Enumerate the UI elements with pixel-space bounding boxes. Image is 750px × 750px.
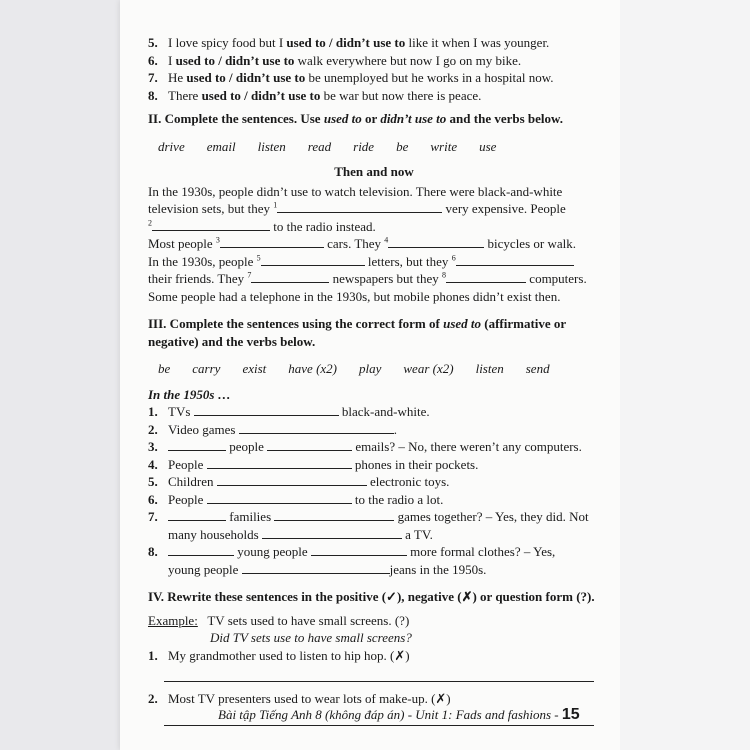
ex3-item-1: 1. TVs black-and-white. bbox=[148, 404, 430, 419]
example-question: Example: TV sets used to have small screens. (?) bbox=[148, 612, 410, 628]
item-text: There bbox=[168, 87, 202, 103]
answer-blank[interactable] bbox=[311, 543, 407, 556]
verb: email bbox=[206, 138, 236, 154]
item-number: 7. bbox=[148, 70, 158, 85]
item-number: 8. bbox=[148, 87, 158, 103]
ex3-item-3: 3. people emails? – No, there weren’t any computers. bbox=[148, 439, 582, 454]
verb: ride bbox=[353, 138, 375, 154]
verb: write bbox=[430, 138, 458, 154]
verb: use bbox=[479, 138, 497, 154]
answer-blank[interactable] bbox=[262, 526, 402, 539]
answer-blank[interactable] bbox=[277, 200, 442, 213]
answer-blank[interactable] bbox=[267, 438, 352, 451]
ex3-item-7: 7. families games together? – Yes, they did. Not bbox=[148, 509, 589, 524]
verb: read bbox=[307, 138, 332, 154]
item-text: I bbox=[168, 52, 176, 68]
verb: drive bbox=[158, 138, 185, 154]
answer-blank[interactable] bbox=[207, 491, 352, 504]
section-3-title: III. Complete the sentences using the correct form of used to (affirmative or bbox=[148, 316, 567, 331]
section-2-verb-box bbox=[158, 138, 600, 156]
page-content bbox=[148, 34, 600, 726]
verb: wear (x2) bbox=[403, 361, 454, 376]
passage-line: Most people $^3$ cars. They $^4$ bicycles or walk. bbox=[148, 235, 576, 251]
section-2-title: II. Complete the sentences. Use used to or didn’t use to and the verbs below. bbox=[148, 111, 563, 126]
verb: exist bbox=[242, 361, 267, 376]
ex3-item-5: 5. Children electronic toys. bbox=[148, 474, 450, 489]
answer-blank[interactable] bbox=[242, 561, 390, 574]
answer-blank[interactable] bbox=[446, 270, 526, 283]
item-text: be unemployed but he works in a hospital now. bbox=[305, 70, 554, 85]
verb: listen bbox=[257, 138, 286, 154]
ex3-item-8-cont: young people jeans in the 1950s. bbox=[168, 561, 487, 577]
example-label: Example: bbox=[148, 612, 198, 628]
verb: send bbox=[525, 361, 550, 376]
answer-blank[interactable] bbox=[168, 543, 234, 556]
ex1-item-7 bbox=[148, 69, 600, 87]
section-3-title-line-2: negative) and the verbs below. bbox=[148, 333, 316, 349]
answer-blank[interactable] bbox=[168, 508, 226, 521]
ex3-item-7-cont: many households a TV. bbox=[168, 526, 433, 542]
item-text: like it when I was younger. bbox=[405, 35, 550, 50]
verb: carry bbox=[192, 361, 221, 376]
answer-blank[interactable] bbox=[388, 235, 484, 248]
verb: listen bbox=[475, 361, 504, 376]
answer-blank[interactable] bbox=[217, 473, 367, 486]
passage-line: In the 1930s, people $^5$ letters, but they $^6$ bbox=[148, 253, 600, 271]
ex1-item-6 bbox=[148, 52, 600, 70]
answer-line[interactable] bbox=[164, 680, 594, 682]
passage-line: their friends. They $^7$ newspapers but they $^8$ computers. bbox=[148, 270, 587, 286]
verb: be bbox=[396, 138, 409, 154]
verb: have (x2) bbox=[288, 361, 337, 376]
item-choice: used to / didn’t use to bbox=[175, 52, 295, 68]
section-3-verb-box bbox=[158, 360, 600, 378]
verb: be bbox=[158, 361, 171, 376]
page-footer bbox=[218, 706, 580, 724]
ex4-item-2: 2. Most TV presenters used to wear lots of make-up. (✗) bbox=[148, 691, 451, 706]
answer-blank[interactable] bbox=[194, 403, 339, 416]
page-number: 15 bbox=[561, 706, 580, 723]
passage-line: Some people had a telephone in the 1930s, but mobile phones didn’t exist then. bbox=[148, 288, 561, 304]
item-text: be war but now there is peace. bbox=[320, 87, 482, 103]
verb: play bbox=[359, 361, 382, 376]
answer-blank[interactable] bbox=[261, 253, 365, 266]
ex1-item-5 bbox=[148, 34, 600, 52]
passage-line: $^2$ to the radio instead. bbox=[148, 218, 376, 234]
item-choice: used to / didn’t use to bbox=[201, 87, 321, 103]
ex4-item-1: 1. My grandmother used to listen to hip hop. (✗) bbox=[148, 647, 410, 663]
answer-blank[interactable] bbox=[168, 438, 226, 451]
exercise-1-items bbox=[148, 34, 600, 104]
item-text: He bbox=[168, 70, 187, 85]
section-3-items bbox=[148, 403, 600, 578]
answer-blank[interactable] bbox=[251, 270, 329, 283]
ex3-item-6: 6. People to the radio a lot. bbox=[148, 491, 444, 507]
answer-blank[interactable] bbox=[274, 508, 394, 521]
section-2-passage bbox=[148, 183, 600, 306]
section-3-intro: In the 1950s … bbox=[148, 386, 231, 402]
text-subtitle: Then and now bbox=[334, 164, 414, 179]
item-choice: used to / didn’t use to bbox=[286, 35, 406, 50]
item-number: 6. bbox=[148, 52, 158, 68]
item-choice: used to / didn’t use to bbox=[186, 70, 306, 85]
facing-page-edge bbox=[620, 0, 750, 750]
answer-blank[interactable] bbox=[456, 253, 574, 266]
ex1-item-8 bbox=[148, 87, 600, 105]
section-4-title: IV. Rewrite these sentences in the positive (✓), negative (✗) or question form (?). bbox=[148, 589, 595, 604]
example-answer: Did TV sets use to have small screens? bbox=[210, 630, 412, 645]
passage-line: television sets, but they $^1$ very expensive. People bbox=[148, 200, 566, 216]
passage-line: In the 1930s, people didn’t use to watch television. There were black-and-white bbox=[148, 183, 563, 199]
footer-text: Bài tập Tiếng Anh 8 (không đáp án) - Unit 1: Fads and fashions - bbox=[218, 707, 562, 722]
ex3-item-2: 2. Video games . bbox=[148, 421, 397, 437]
item-number: 5. bbox=[148, 35, 158, 50]
answer-blank[interactable] bbox=[239, 421, 394, 434]
ex3-item-8: 8. young people more formal clothes? – Yes, bbox=[148, 544, 556, 559]
answer-blank[interactable] bbox=[152, 218, 270, 231]
item-text: walk everywhere but now I go on my bike. bbox=[294, 52, 522, 68]
answer-blank[interactable] bbox=[220, 235, 324, 248]
ex3-item-4: 4. People phones in their pockets. bbox=[148, 456, 479, 472]
item-text: I love spicy food but I bbox=[168, 35, 287, 50]
answer-blank[interactable] bbox=[207, 456, 352, 469]
